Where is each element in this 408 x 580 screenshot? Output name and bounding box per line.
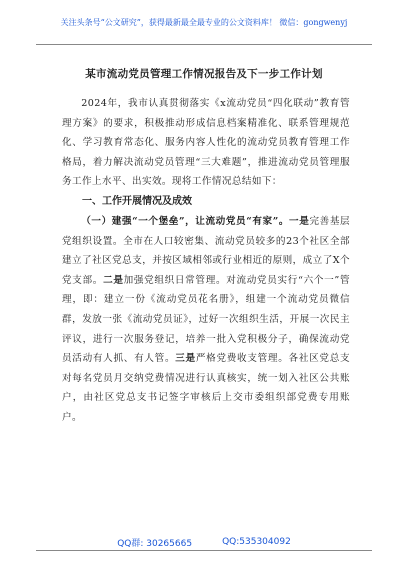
paragraph-lead: （一）建强“一个堡垒”，让流动党员“有家”。	[81, 215, 290, 227]
document-title: 某市流动党员管理工作情况报告及下一步工作计划	[85, 68, 323, 80]
point-text: 完善基层党组织设置。全市在人口较密集、流动党员较多的23个社区全部建立了社区党总支，并按区域相邻或行业相近的原则，成立了X个党支部。	[62, 215, 350, 286]
point-label: 三是	[175, 353, 196, 365]
paragraph-one-group	[62, 212, 350, 428]
footer-qq: QQ:535304092	[222, 537, 291, 547]
header-banner-text: 关注头条号“公文研究”，获得最新最全最专业的公文资料库！ 微信：gongwenyj	[60, 17, 348, 27]
point-label: 二是	[103, 274, 124, 286]
footer-qq-group: QQ群: 30265665	[117, 538, 193, 549]
footer-contact	[0, 532, 408, 552]
document-body	[62, 94, 350, 428]
point-text: 加强党组织日常管理。对流动党员实行“六个一”管理，即：建立一份《流动党员花名册》，组建一个流动党员微信群，发放一张《流动党员证》，过好一次组织生活，开展一次民主评议，进行一次服务登记，培养一批入党积极分子，确保流动党员活动有人抓、有人管。	[62, 274, 350, 365]
section-heading: 一、工作开展情况及成效	[82, 195, 192, 207]
point-text: 严格党费收支管理。各社区党总支对每名党员月交纳党费情况进行认真核实，统一划入社区公共账户，由社区党总支书记签字审核后上交市委组织部党费专用账户。	[62, 353, 350, 423]
intro-paragraph: 2024年，我市认真贯彻落实《x流动党员“四化联动”教育管理方案》的要求，积极推动形成信息档案精准化、联系管理规范化、学习教育常态化、服务内容人性化的流动党员教育管理工作格局，着力解决流动党员管理“三大难题”，推进流动党员管理服务工作上水平、出实效。现将工作情况总结如下：	[62, 98, 350, 188]
footer-divider	[36, 550, 372, 551]
header-banner	[0, 0, 408, 44]
header-divider	[36, 44, 372, 45]
point-label: 一是	[289, 215, 310, 227]
